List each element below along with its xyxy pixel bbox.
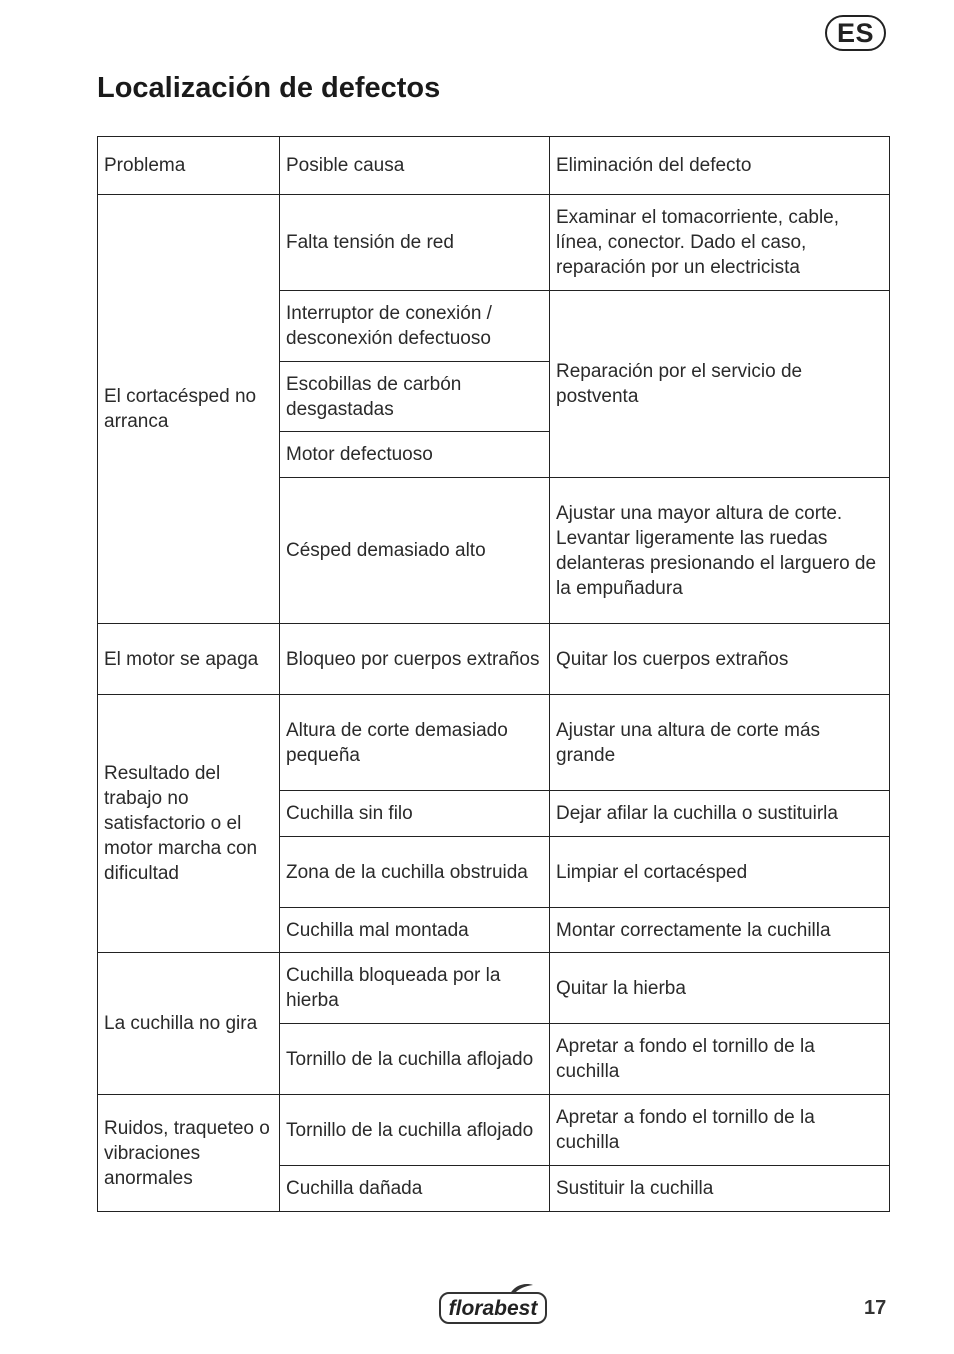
problem-cell: El cortacésped no arranca xyxy=(98,195,280,624)
problem-cell: La cuchilla no gira xyxy=(98,953,280,1095)
language-badge: ES xyxy=(825,15,886,51)
cause-cell: Altura de corte demasiado pequeña xyxy=(280,695,550,791)
table-row xyxy=(98,695,890,791)
header-cause: Posible causa xyxy=(280,137,550,195)
cause-cell: Escobillas de carbón desgastadas xyxy=(280,362,550,432)
problem-cell: El motor se apaga xyxy=(98,624,280,695)
header-remedy: Eliminación del defecto xyxy=(550,137,890,195)
remedy-cell: Apretar a fondo el tornillo de la cuchilla xyxy=(550,1024,890,1095)
cause-cell: Cuchilla bloqueada por la hierba xyxy=(280,953,550,1024)
cause-cell: Césped demasiado alto xyxy=(280,478,550,624)
cause-cell: Tornillo de la cuchilla aflojado xyxy=(280,1024,550,1095)
cause-cell: Cuchilla mal montada xyxy=(280,908,550,953)
page-title: Localización de defectos xyxy=(97,72,441,104)
remedy-cell: Montar correctamente la cuchilla xyxy=(550,908,890,953)
remedy-cell: Ajustar una altura de corte más grande xyxy=(550,695,890,791)
cause-cell: Bloqueo por cuerpos extraños xyxy=(280,624,550,695)
table-row xyxy=(98,1095,890,1166)
remedy-cell: Examinar el tomacorriente, cable, línea, conector. Dado el caso, reparación por un electricista xyxy=(550,195,890,291)
remedy-cell: Quitar la hierba xyxy=(550,953,890,1024)
header-problem: Problema xyxy=(98,137,280,195)
remedy-cell: Reparación por el servicio de postventa xyxy=(550,291,890,478)
brand-logo-text: florabest xyxy=(448,1297,538,1320)
table-row xyxy=(98,624,890,695)
remedy-cell: Ajustar una mayor altura de corte. Levantar ligeramente las ruedas delanteras presionando el larguero de la empuñadura xyxy=(550,478,890,624)
cause-cell: Interruptor de conexión / desconexión defectuoso xyxy=(280,291,550,362)
troubleshooting-table xyxy=(97,136,890,1212)
table-row xyxy=(98,953,890,1024)
florabest-logo xyxy=(438,1283,548,1325)
remedy-cell: Sustituir la cuchilla xyxy=(550,1166,890,1212)
cause-cell: Cuchilla sin filo xyxy=(280,791,550,837)
cause-cell: Zona de la cuchilla obstruida xyxy=(280,837,550,908)
cause-cell: Falta tensión de red xyxy=(280,195,550,291)
problem-cell: Resultado del trabajo no satisfactorio o el motor marcha con dificultad xyxy=(98,695,280,953)
remedy-cell: Dejar afilar la cuchilla o sustituirla xyxy=(550,791,890,837)
remedy-cell: Apretar a fondo el tornillo de la cuchilla xyxy=(550,1095,890,1166)
page-number: 17 xyxy=(864,1297,887,1319)
table-header-row xyxy=(98,137,890,195)
cause-cell: Tornillo de la cuchilla aflojado xyxy=(280,1095,550,1166)
cause-cell: Motor defectuoso xyxy=(280,432,550,478)
cause-cell: Cuchilla dañada xyxy=(280,1166,550,1212)
problem-cell: Ruidos, traqueteo o vibraciones anormales xyxy=(98,1095,280,1212)
remedy-cell: Limpiar el cortacésped xyxy=(550,837,890,908)
table-row xyxy=(98,195,890,291)
remedy-cell: Quitar los cuerpos extraños xyxy=(550,624,890,695)
